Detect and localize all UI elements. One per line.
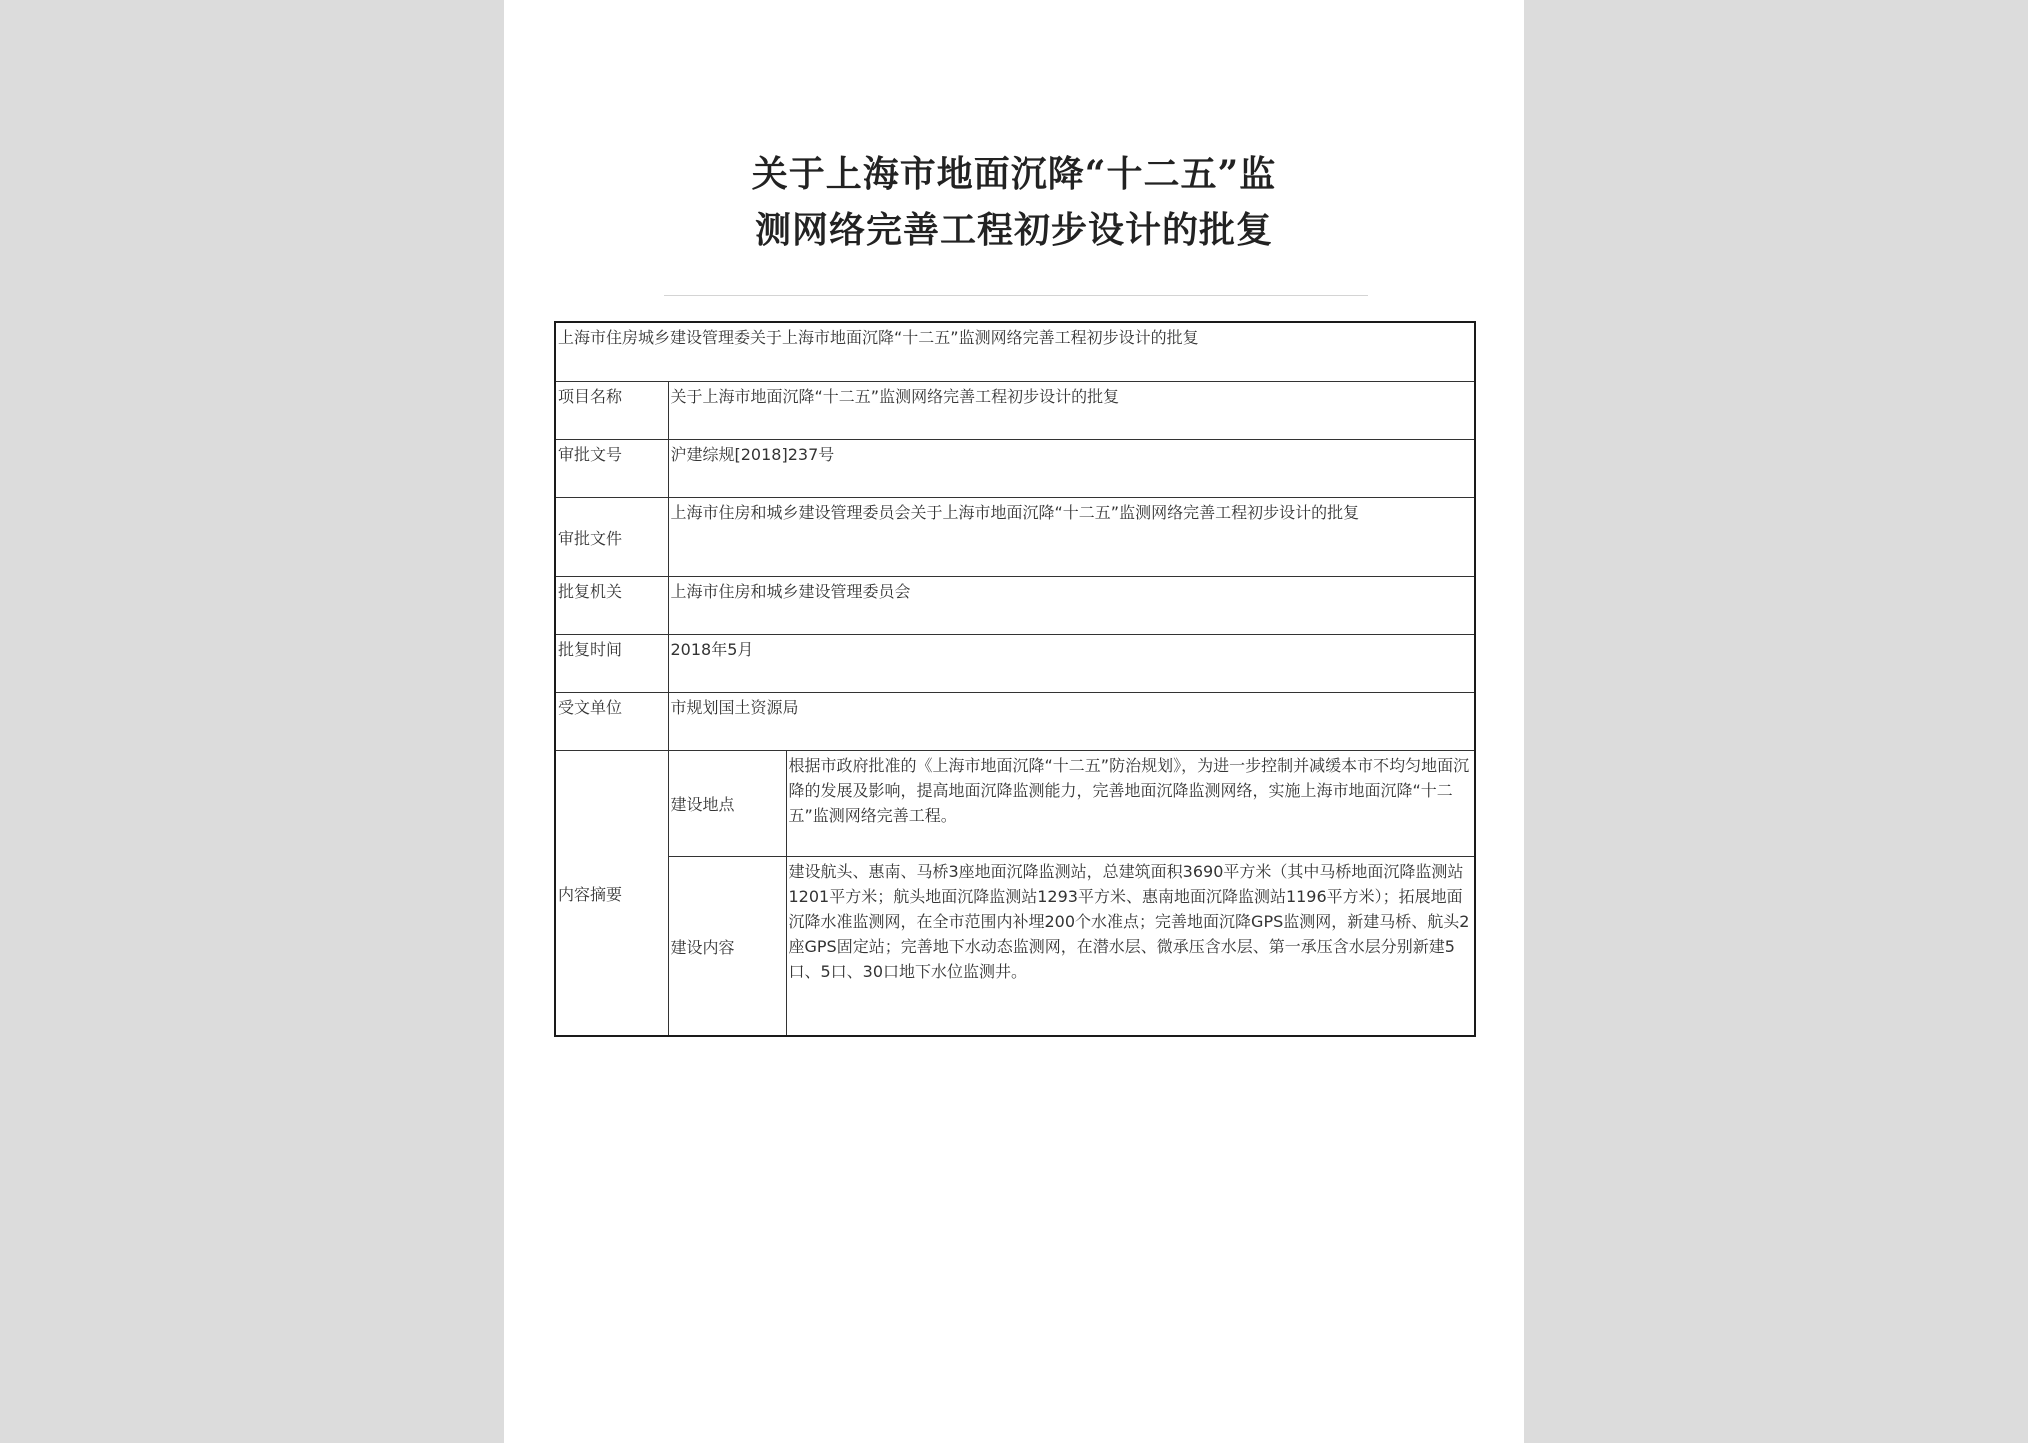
summary-item-value: 建设航头、惠南、马桥3座地面沉降监测站，总建筑面积3690平方米（其中马桥地面沉降监测站1201平方米；航头地面沉降监测站1293平方米、惠南地面沉降监测站1196平方米）；拓展地面沉降水准监测网，在全市范围内补埋200个水准点；完善地面沉降GPS监测网，新建马桥、航头2座GPS固定站；完善地下水动态监测网，在潜水层、微承压含水层、第一承压含水层分别新建5口、5口、30口地下水位监测井。 <box>786 857 1475 1037</box>
document-page <box>504 0 1524 1443</box>
document-title <box>504 146 1524 258</box>
table-row <box>555 577 1475 635</box>
summary-label: 内容摘要 <box>555 751 668 1037</box>
row-label: 审批文件 <box>555 498 668 577</box>
title-divider <box>664 295 1368 296</box>
table-row <box>555 635 1475 693</box>
row-label: 批复机关 <box>555 577 668 635</box>
row-value: 关于上海市地面沉降“十二五”监测网络完善工程初步设计的批复 <box>668 382 1475 440</box>
summary-item-label: 建设内容 <box>668 857 786 1037</box>
title-line-1: 关于上海市地面沉降“十二五”监 <box>751 153 1277 195</box>
row-label: 批复时间 <box>555 635 668 693</box>
row-label: 项目名称 <box>555 382 668 440</box>
summary-row <box>555 857 1475 1037</box>
table-row <box>555 440 1475 498</box>
summary-row <box>555 751 1475 857</box>
table-row <box>555 498 1475 577</box>
row-value: 2018年5月 <box>668 635 1475 693</box>
row-value: 上海市住房和城乡建设管理委员会 <box>668 577 1475 635</box>
summary-item-label: 建设地点 <box>668 751 786 857</box>
row-value: 市规划国土资源局 <box>668 693 1475 751</box>
row-label: 受文单位 <box>555 693 668 751</box>
table-title-row <box>555 322 1475 382</box>
summary-item-value: 根据市政府批准的《上海市地面沉降“十二五”防治规划》，为进一步控制并减缓本市不均匀地面沉降的发展及影响，提高地面沉降监测能力，完善地面沉降监测网络，实施上海市地面沉降“十二五”监测网络完善工程。 <box>786 751 1475 857</box>
row-value: 沪建综规[2018]237号 <box>668 440 1475 498</box>
row-label: 审批文号 <box>555 440 668 498</box>
table-row <box>555 382 1475 440</box>
approval-info-table <box>554 321 1476 1037</box>
row-value: 上海市住房和城乡建设管理委员会关于上海市地面沉降“十二五”监测网络完善工程初步设计的批复 <box>668 498 1475 577</box>
table-title-cell: 上海市住房城乡建设管理委关于上海市地面沉降“十二五”监测网络完善工程初步设计的批复 <box>555 322 1475 382</box>
title-line-2: 测网络完善工程初步设计的批复 <box>754 209 1273 251</box>
table-row <box>555 693 1475 751</box>
